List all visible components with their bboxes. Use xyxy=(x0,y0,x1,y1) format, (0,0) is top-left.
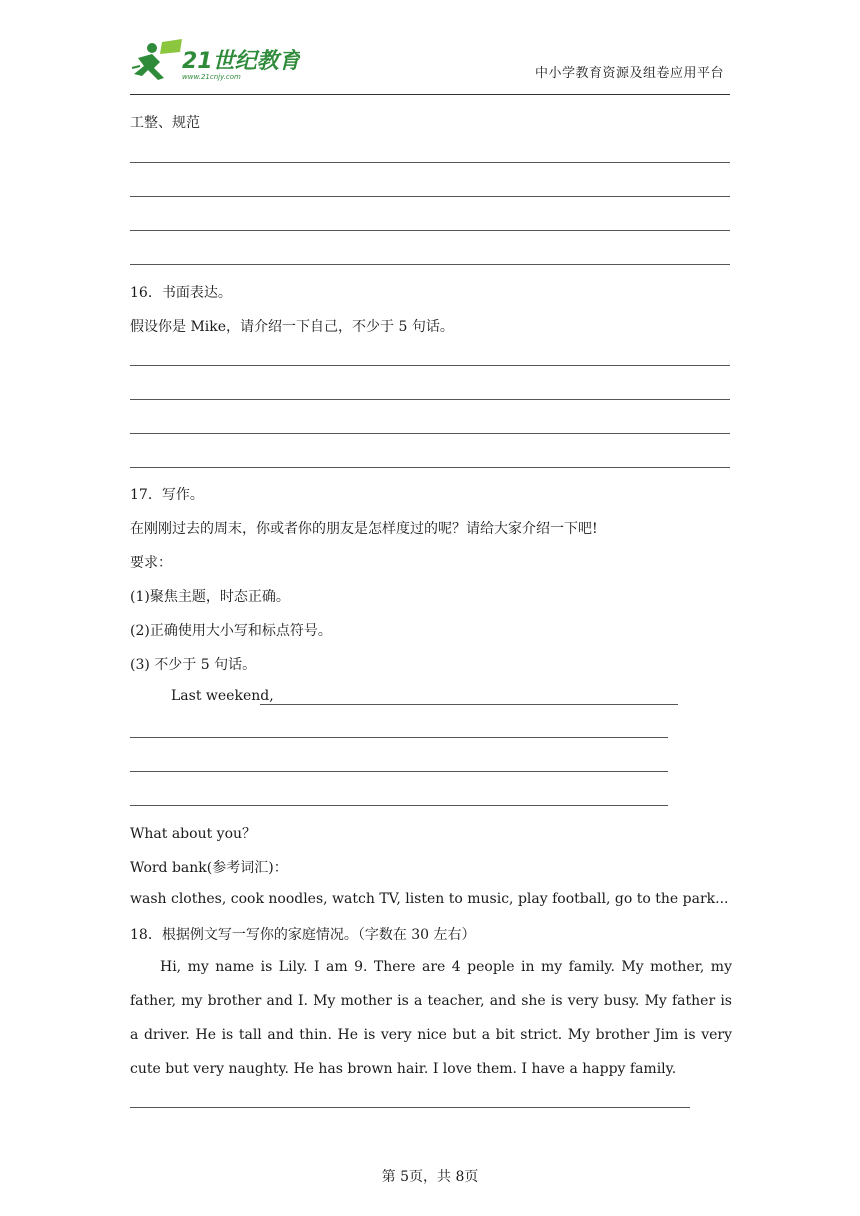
q17-start: Last weekend, xyxy=(171,688,274,704)
q17-prompt: 在刚刚过去的周末，你或者你的朋友是怎样度过的呢？请给大家介绍一下吧! xyxy=(130,521,598,537)
q16-title: 16．书面表达。 xyxy=(130,285,232,301)
platform-name: 中小学教育资源及组卷应用平台 xyxy=(535,66,725,81)
answer-line[interactable] xyxy=(130,433,730,434)
site-logo xyxy=(130,38,300,82)
word-bank: wash clothes, cook noodles, watch TV, listen to music, play football, go to the park... xyxy=(130,891,729,907)
answer-line[interactable] xyxy=(130,162,730,163)
answer-line[interactable] xyxy=(260,704,678,705)
answer-line[interactable] xyxy=(130,771,668,772)
q17-title: 17．写作。 xyxy=(130,487,204,503)
q17-req-label: 要求： xyxy=(130,555,172,571)
q17-req-1: (1)聚焦主题，时态正确。 xyxy=(130,589,290,605)
answer-line[interactable] xyxy=(130,805,668,806)
answer-line[interactable] xyxy=(130,737,668,738)
intro-text: 工整、规范 xyxy=(130,115,200,131)
svg-text:www.21cnjy.com: www.21cnjy.com xyxy=(182,73,241,81)
answer-line[interactable] xyxy=(130,365,730,366)
runner-icon xyxy=(130,38,300,82)
header-divider xyxy=(130,94,730,95)
q16-prompt: 假设你是 Mike，请介绍一下自己，不少于 5 句话。 xyxy=(130,319,454,335)
page-number: 第 5页，共 8页 xyxy=(381,1169,479,1185)
q17-req-3: (3) 不少于 5 句话。 xyxy=(130,657,257,673)
q17-req-2: (2)正确使用大小写和标点符号。 xyxy=(130,623,332,639)
answer-line[interactable] xyxy=(130,467,730,468)
answer-line[interactable] xyxy=(130,399,730,400)
answer-line[interactable] xyxy=(130,230,730,231)
answer-line[interactable] xyxy=(130,196,730,197)
word-bank-label: Word bank(参考词汇)： xyxy=(130,860,288,876)
q18-title: 18．根据例文写一写你的家庭情况。（字数在 30 左右） xyxy=(130,927,476,943)
answer-line[interactable] xyxy=(130,1107,690,1108)
q18-sample: Hi, my name is Lily. I am 9. There are 4 people in my family. My mother, my father, my brother and I. My mother is a teacher, and she is very busy. My father is a driver. He is tall and thin. He is very nice but a bit strict. My brother Jim is very cute but very naughty. He has brown hair. I love them. I have a happy family. xyxy=(130,959,732,1077)
answer-line[interactable] xyxy=(130,264,730,265)
svg-text:21世纪教育: 21世纪教育 xyxy=(182,49,300,74)
q17-end: What about you？ xyxy=(130,826,257,842)
